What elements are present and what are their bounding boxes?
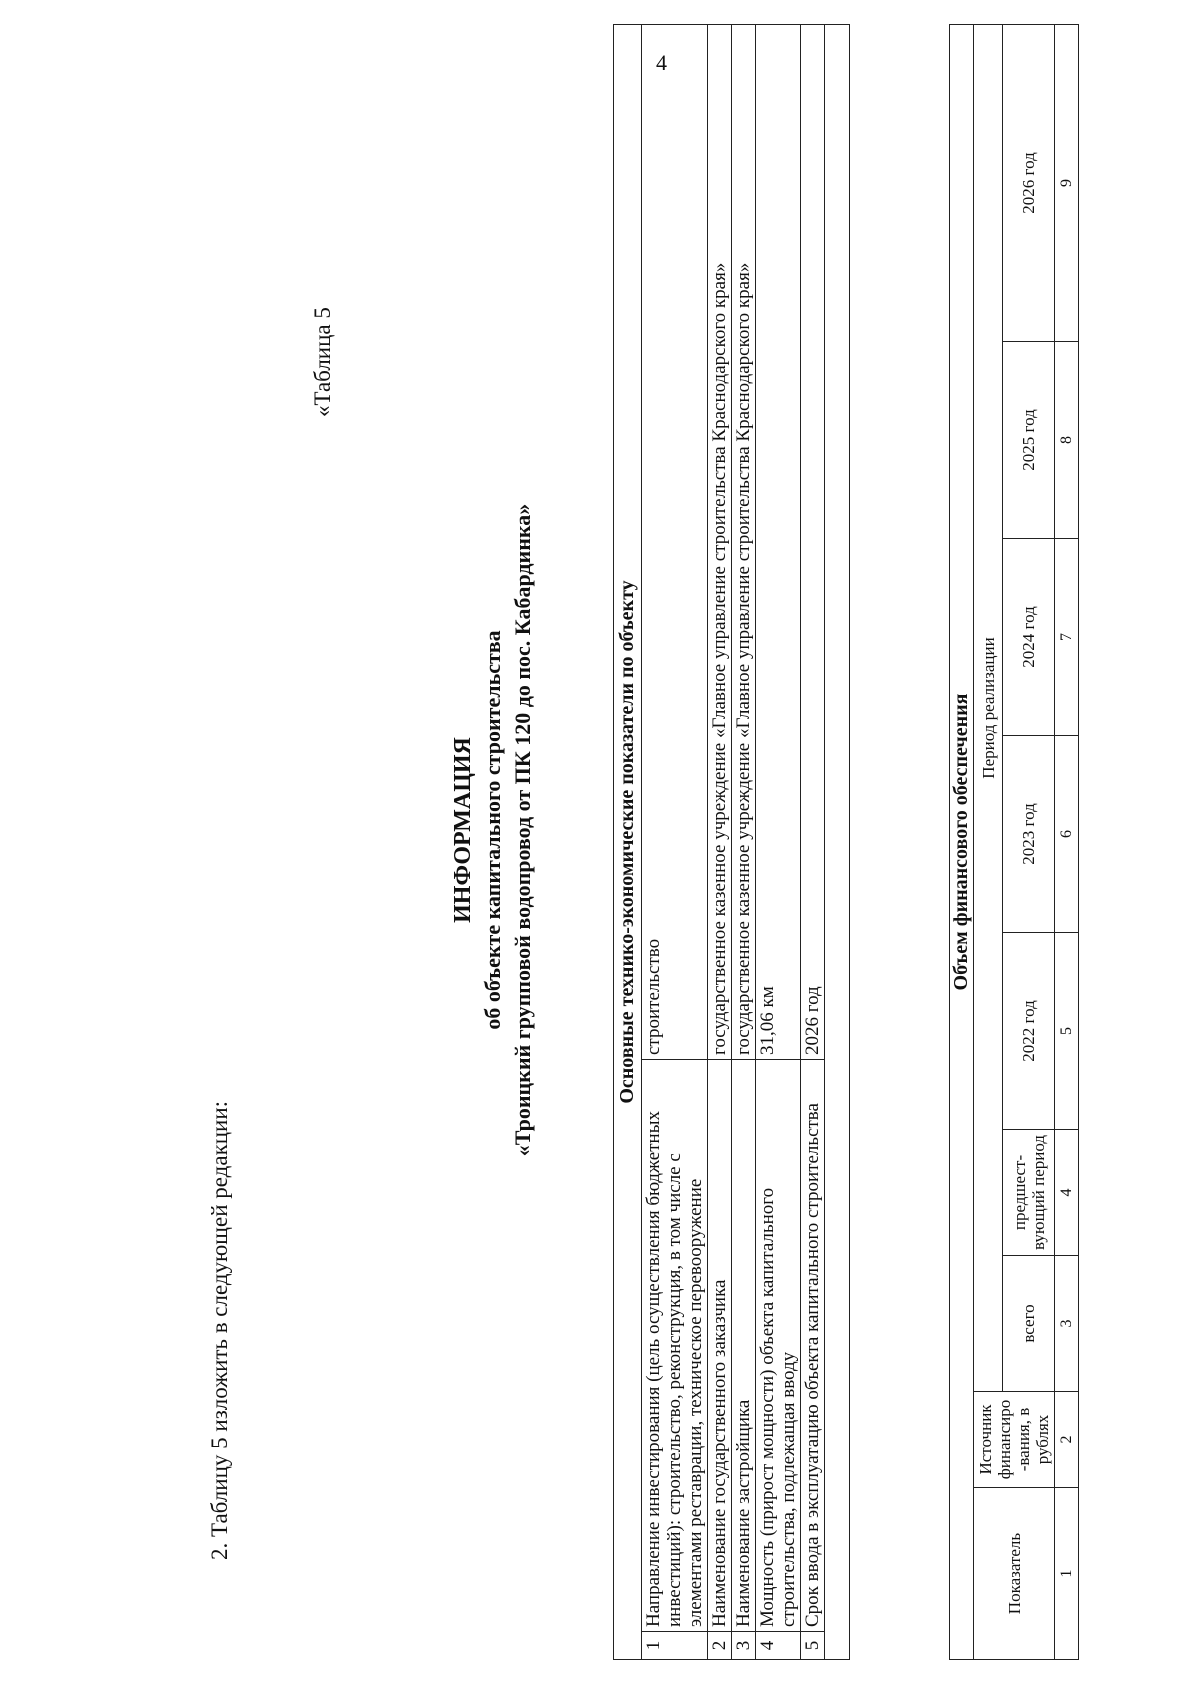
row-number: 2 (708, 1632, 732, 1660)
column-number: 4 (1055, 1130, 1079, 1256)
empty-cell (825, 25, 850, 1660)
finance-title-row (950, 24, 974, 1659)
table-row (732, 25, 756, 1660)
table-row (801, 25, 825, 1660)
title-main: ИНФОРМАЦИЯ (450, 737, 476, 923)
column-number: 2 (1055, 1392, 1079, 1488)
row-number: 4 (756, 1632, 801, 1660)
header-previous-period: предшест- вующий период (1003, 1130, 1055, 1256)
header-year-2022: 2022 год (1003, 933, 1055, 1130)
header-year-2026: 2026 год (1003, 24, 1055, 341)
finance-table (949, 24, 1079, 1660)
section-title: Основные технико-экономические показатели по объекту (614, 25, 642, 1660)
section-header-row (614, 25, 642, 1660)
empty-row (825, 25, 850, 1660)
column-number: 3 (1055, 1256, 1079, 1392)
column-number: 1 (1055, 1488, 1079, 1660)
table-row (756, 25, 801, 1660)
table-row (642, 25, 708, 1660)
header-source: Источник финансиро -вания, в рублях (974, 1392, 1055, 1488)
column-number-row (1055, 24, 1079, 1659)
column-number: 5 (1055, 933, 1079, 1130)
header-year-2025: 2025 год (1003, 342, 1055, 539)
row-label: Направление инвестирования (цель осуществления бюджетных инвестиций): строительство, реконструкция, в том числе с элементами реставрации, техническое перевооружение (642, 1060, 708, 1632)
row-number: 1 (642, 1632, 708, 1660)
column-number: 8 (1055, 342, 1079, 539)
column-number: 6 (1055, 736, 1079, 933)
header-period: Период реализации (974, 24, 1003, 1391)
header-year-2024: 2024 год (1003, 539, 1055, 736)
row-value: государственное казенное учреждение «Главное управление строительства Краснодарского края» (708, 25, 732, 1060)
document-title (448, 230, 538, 1430)
row-value: государственное казенное учреждение «Главное управление строительства Краснодарского края» (732, 25, 756, 1060)
row-number: 5 (801, 1632, 825, 1660)
row-label: Наименование государственного заказчика (708, 1060, 732, 1632)
row-label: Наименование застройщика (732, 1060, 756, 1632)
title-subtitle: об объекте капитального строительства (480, 630, 505, 1030)
column-number: 7 (1055, 539, 1079, 736)
column-number: 9 (1055, 24, 1079, 341)
row-number: 3 (732, 1632, 756, 1660)
header-year-2023: 2023 год (1003, 736, 1055, 933)
indicators-table (613, 24, 850, 1660)
row-value: 31,06 км (756, 25, 801, 1060)
table-row (708, 25, 732, 1660)
intro-text: 2. Таблицу 5 изложить в следующей редакции: (207, 1100, 232, 1560)
table-reference: «Таблица 5 (310, 307, 335, 417)
title-object-name: «Троицкий групповой водопровод от ПК 120 до пос. Кабардинка» (510, 503, 535, 1157)
page-number: 4 (656, 50, 667, 75)
row-label: Мощность (прирост мощности) объекта капитального строительства, подлежащая вводу (756, 1060, 801, 1632)
header-indicator: Показатель (974, 1488, 1055, 1660)
finance-header-row (974, 24, 1003, 1659)
row-value: строительство (642, 25, 708, 1060)
finance-title: Объем финансового обеспечения (950, 24, 974, 1659)
row-label: Срок ввода в эксплуатацию объекта капитального строительства (801, 1060, 825, 1632)
row-value: 2026 год (801, 25, 825, 1060)
header-total: всего (1003, 1256, 1055, 1392)
